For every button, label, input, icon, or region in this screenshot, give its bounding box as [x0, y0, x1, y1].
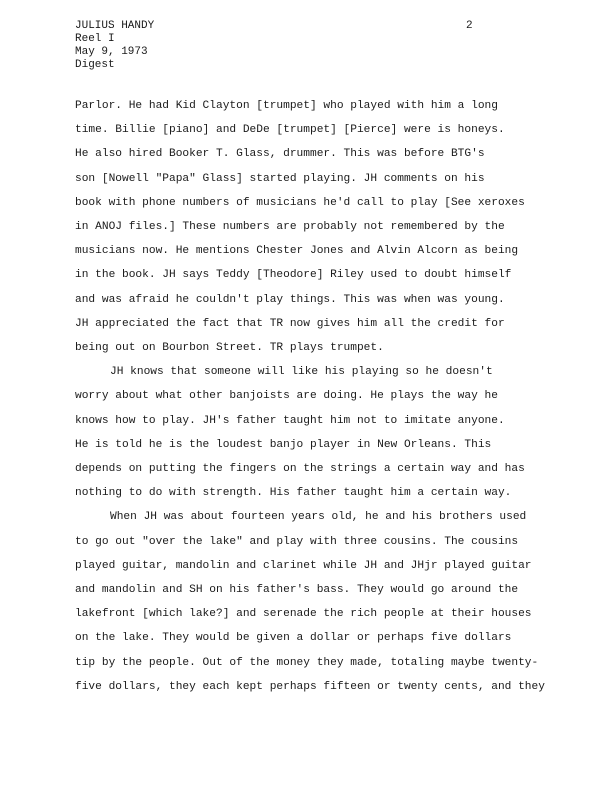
text-line: time. Billie [piano] and DeDe [trumpet] [Pierce] were is honeys.	[75, 124, 505, 137]
text-line: lakefront [which lake?] and serenade the rich people at their houses	[75, 608, 532, 621]
text-line: and was afraid he couldn't play things. This was when was young.	[75, 293, 505, 306]
paragraph	[75, 94, 585, 360]
header-reel: Reel I	[75, 33, 115, 45]
text-line: worry about what other banjoists are doing. He plays the way he	[75, 390, 498, 403]
text-line: JH appreciated the fact that TR now gives him all the credit for	[75, 317, 505, 330]
text-line: on the lake. They would be given a dollar or perhaps five dollars	[75, 632, 512, 645]
header-type: Digest	[75, 59, 115, 71]
paragraph	[75, 360, 585, 505]
text-line: depends on putting the fingers on the strings a certain way and has	[75, 463, 525, 476]
document-header	[75, 20, 154, 72]
text-line: When JH was about fourteen years old, he and his brothers used	[110, 511, 527, 524]
header-name: JULIUS HANDY	[75, 20, 155, 32]
text-line: musicians now. He mentions Chester Jones and Alvin Alcorn as being	[75, 245, 519, 258]
body-text	[75, 94, 585, 699]
text-line: to go out "over the lake" and play with three cousins. The cousins	[75, 535, 519, 548]
text-line: and mandolin and SH on his father's bass. They would go around the	[75, 584, 519, 597]
page-number: 2	[466, 20, 473, 32]
text-line: being out on Bourbon Street. TR plays trumpet.	[75, 342, 384, 355]
text-line: Parlor. He had Kid Clayton [trumpet] who played with him a long	[75, 100, 498, 112]
text-line: played guitar, mandolin and clarinet while JH and JHjr played guitar	[75, 559, 532, 572]
header-date: May 9, 1973	[75, 46, 148, 58]
text-line: book with phone numbers of musicians he'd call to play [See xeroxes	[75, 196, 525, 209]
text-line: JH knows that someone will like his playing so he doesn't	[110, 366, 493, 379]
text-line: He also hired Booker T. Glass, drummer. This was before BTG's	[75, 148, 485, 161]
text-line: in ANOJ files.] These numbers are probably not remembered by the	[75, 221, 505, 234]
text-line: tip by the people. Out of the money they made, totaling maybe twenty-	[75, 656, 539, 669]
text-line: knows how to play. JH's father taught him not to imitate anyone.	[75, 414, 505, 427]
text-line: five dollars, they each kept perhaps fifteen or twenty cents, and they	[75, 680, 545, 693]
paragraph	[75, 505, 585, 699]
text-line: nothing to do with strength. His father taught him a certain way.	[75, 487, 512, 500]
text-line: He is told he is the loudest banjo player in New Orleans. This	[75, 438, 492, 451]
text-line: son [Nowell "Papa" Glass] started playing. JH comments on his	[75, 172, 485, 185]
text-line: in the book. JH says Teddy [Theodore] Riley used to doubt himself	[75, 269, 512, 282]
